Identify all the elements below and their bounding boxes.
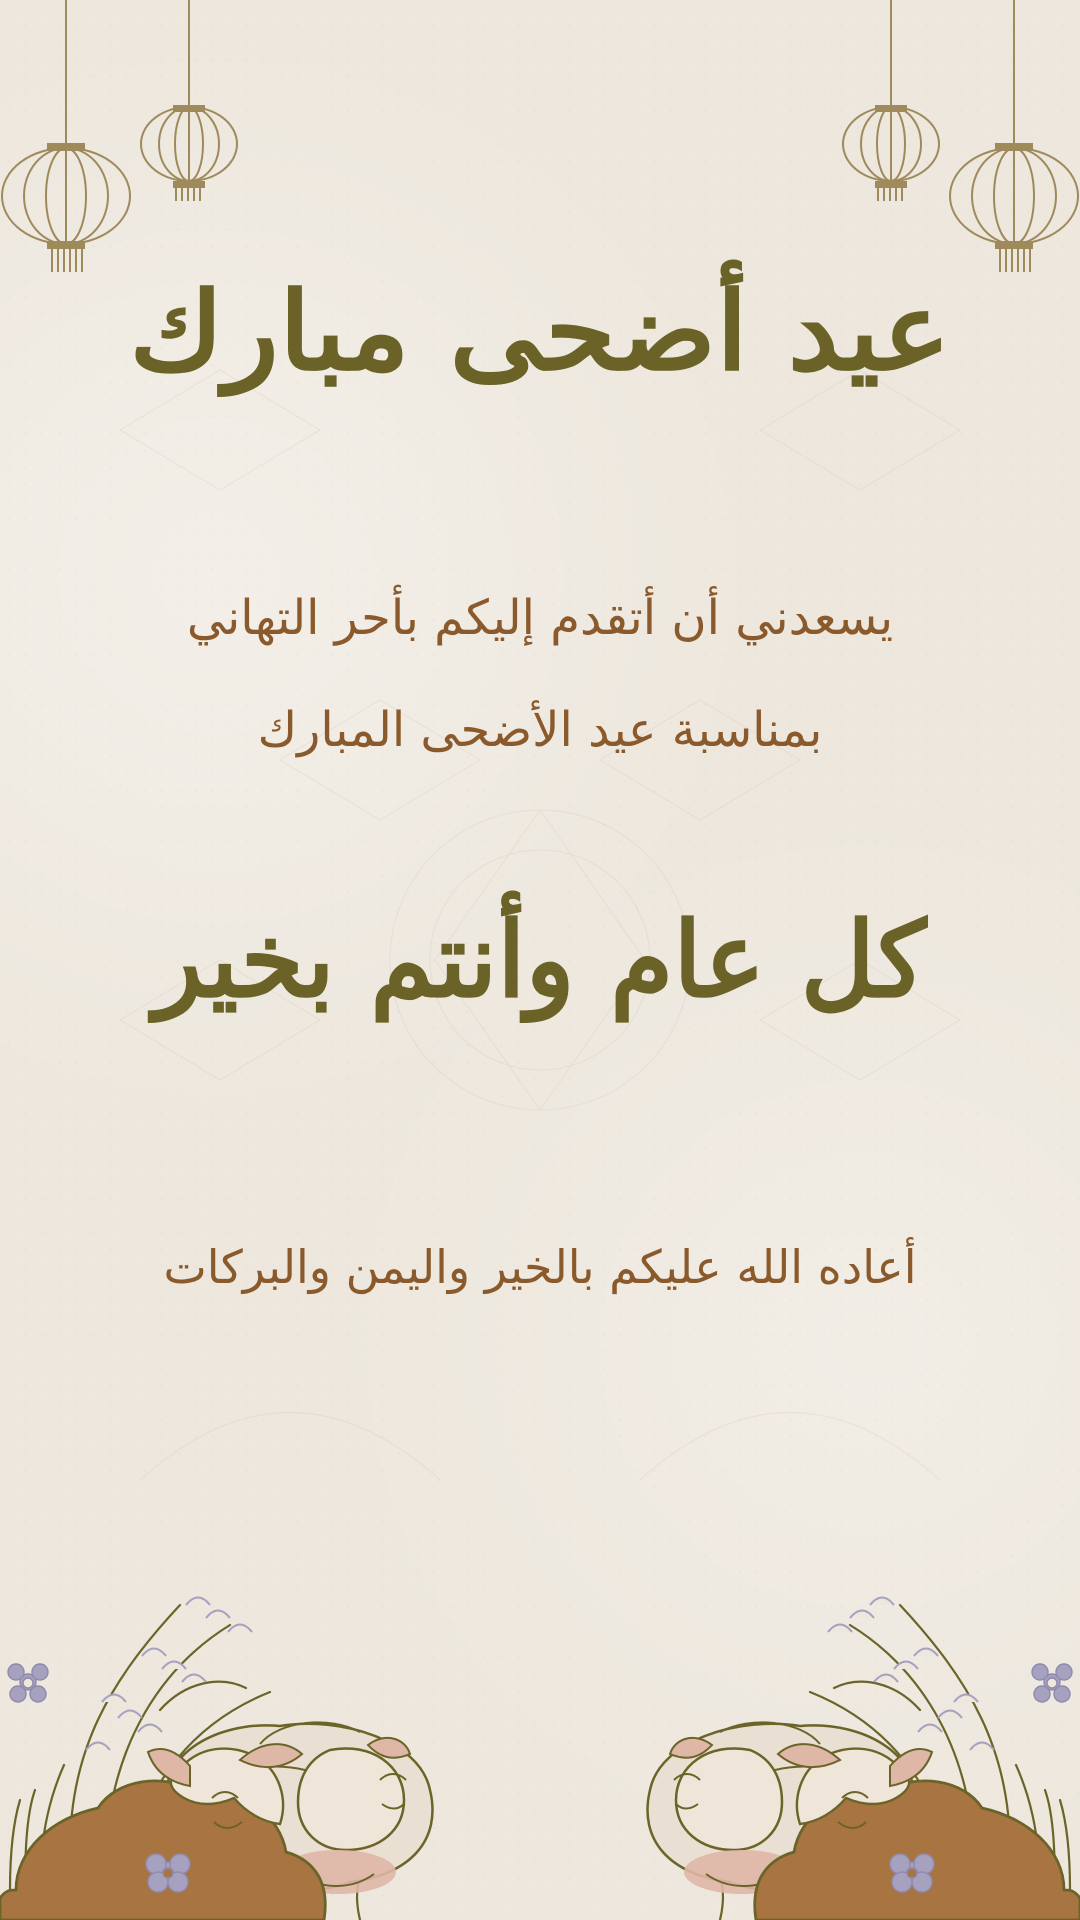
top-left-lanterns xyxy=(0,0,250,290)
greeting-line-2: بمناسبة عيد الأضحى المبارك xyxy=(257,702,823,758)
eid-title: عيد أضحى مبارك xyxy=(129,269,951,395)
blessing-calligraphy: كل عام وأنتم بخير xyxy=(153,898,927,1021)
top-right-lanterns xyxy=(830,0,1080,290)
bottom-right-sheep-scene xyxy=(540,1420,1080,1920)
greeting-line-1: يسعدني أن أتقدم إليكم بأحر التهاني xyxy=(186,590,894,646)
closing-blessing: أعاده الله عليكم بالخير واليمن والبركات xyxy=(163,1240,917,1294)
bottom-left-sheep-scene xyxy=(0,1420,540,1920)
